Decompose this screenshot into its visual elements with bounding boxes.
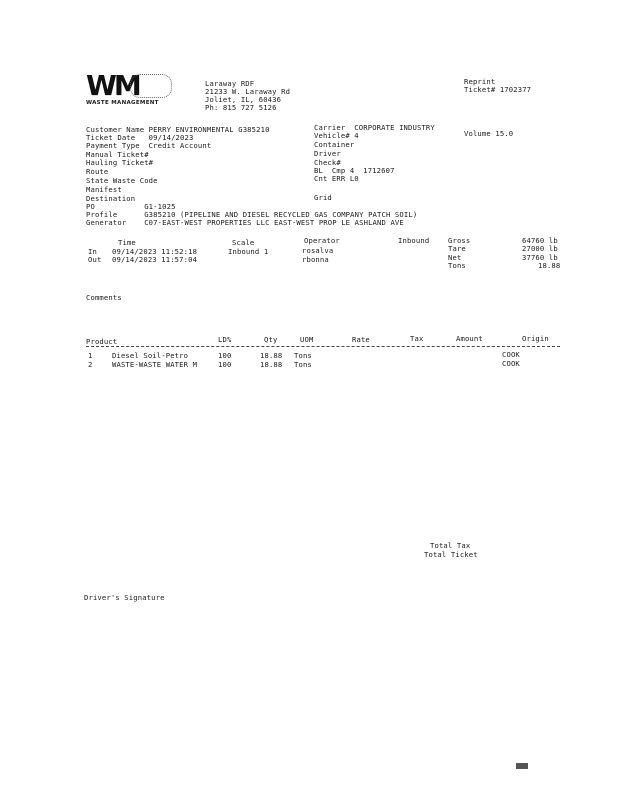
field-vehicle: Vehicle# 4 [314,131,359,140]
weight-net-value: 37760 lb [522,253,558,262]
field-container: Container [314,140,355,149]
weight-gross-label: Gross [448,236,471,245]
field-state-waste-code: State Waste Code [86,176,158,185]
weigh-in-tag: In [88,247,97,256]
weight-tons-label: Tons [448,261,466,270]
product-header-rate: Rate [352,335,370,344]
site-address-line2: Joliet, IL, 60436 [205,95,282,104]
product-header-origin: Origin [522,334,549,343]
weight-tare-label: Tare [448,244,466,253]
weight-net-label: Net [448,253,462,262]
field-destination: Destination [86,194,136,203]
field-generator: Generator C07-EAST-WEST PROPERTIES LLC EAST-WEST PROP LE ASHLAND AVE [86,218,404,227]
product-row-1-uom: Tons [294,351,312,360]
product-row-2-uom: Tons [294,360,312,369]
ticket-number: Ticket# 1702377 [464,85,532,94]
stamp-mark [516,763,528,769]
site-phone: Ph: 815 727 5126 [205,103,277,112]
site-address-line1: 21233 W. Laraway Rd [205,87,291,96]
field-route: Route [86,167,109,176]
product-header-ld: LD% [218,335,232,344]
weigh-out-tag: Out [88,255,102,264]
field-grid: Grid [314,193,332,202]
weigh-header-operator: Operator [304,236,340,245]
field-check: Check# [314,158,341,167]
product-row-1-no: 1 [88,351,93,360]
product-header-qty: Qty [264,335,278,344]
total-ticket-label: Total Ticket [424,550,478,559]
product-row-2-qty: 18.88 [260,360,283,369]
weigh-out-time: 09/14/2023 11:57:04 [112,255,198,264]
product-row-2-no: 2 [88,360,93,369]
field-payment-type: Payment Type Credit Account [86,141,212,150]
product-row-1-ld: 100 [218,351,232,360]
field-manual-ticket: Manual Ticket# [86,150,149,159]
field-hauling-ticket: Hauling Ticket# [86,158,154,167]
weight-tare-value: 27000 lb [522,244,558,253]
weigh-in-operator: rosalva [302,246,334,255]
volume-value: Volume 15.0 [464,129,514,138]
product-header-uom: UOM [300,335,314,344]
product-header-product: Product [86,337,118,346]
logo-swirl-icon [130,74,172,98]
field-bl: BL Cmp 4 1712607 [314,166,395,175]
weigh-header-inbound: Inbound [398,236,430,245]
product-header-tax: Tax [410,334,424,343]
product-header-amount: Amount [456,334,483,343]
driver-signature-label: Driver's Signature [84,593,165,602]
product-row-2-name: WASTE-WASTE WATER M [112,360,198,369]
field-cnt: Cnt ERR L0 [314,174,359,183]
weight-tons-value: 18.88 [538,261,561,270]
logo-tagline: WASTE MANAGEMENT [86,100,159,106]
field-customer-name: Customer Name PERRY ENVIRONMENTAL G385210 [86,125,270,134]
product-header-rule [86,346,560,347]
product-row-2-ld: 100 [218,360,232,369]
total-tax-label: Total Tax [430,541,471,550]
weight-gross-value: 64760 lb [522,236,558,245]
product-row-1-origin: COOK [502,350,520,359]
product-row-1-qty: 18.88 [260,351,283,360]
weigh-header-scale: Scale [232,238,255,247]
field-manifest: Manifest [86,185,122,194]
logo-mark: WM [86,69,139,102]
weigh-in-time: 09/14/2023 11:52:18 [112,247,198,256]
weigh-out-operator: rbonna [302,255,329,264]
field-carrier: Carrier CORPORATE INDUSTRY [314,123,435,132]
weigh-header-time: Time [118,238,136,247]
comments-label: Comments [86,293,122,302]
field-profile: Profile G385210 (PIPELINE AND DIESEL RECYCLED GAS COMPANY PATCH SOIL) [86,210,418,219]
product-row-1-name: Diesel Soil-Petro [112,351,189,360]
site-name: Laraway RDF [205,79,255,88]
field-ticket-date: Ticket Date 09/14/2023 [86,133,194,142]
weigh-in-scale: Inbound 1 [228,247,269,256]
reprint-label: Reprint [464,77,496,86]
product-row-2-origin: COOK [502,359,520,368]
field-driver: Driver [314,149,341,158]
field-po: PO G1-1025 [86,202,176,211]
company-logo [86,69,182,108]
